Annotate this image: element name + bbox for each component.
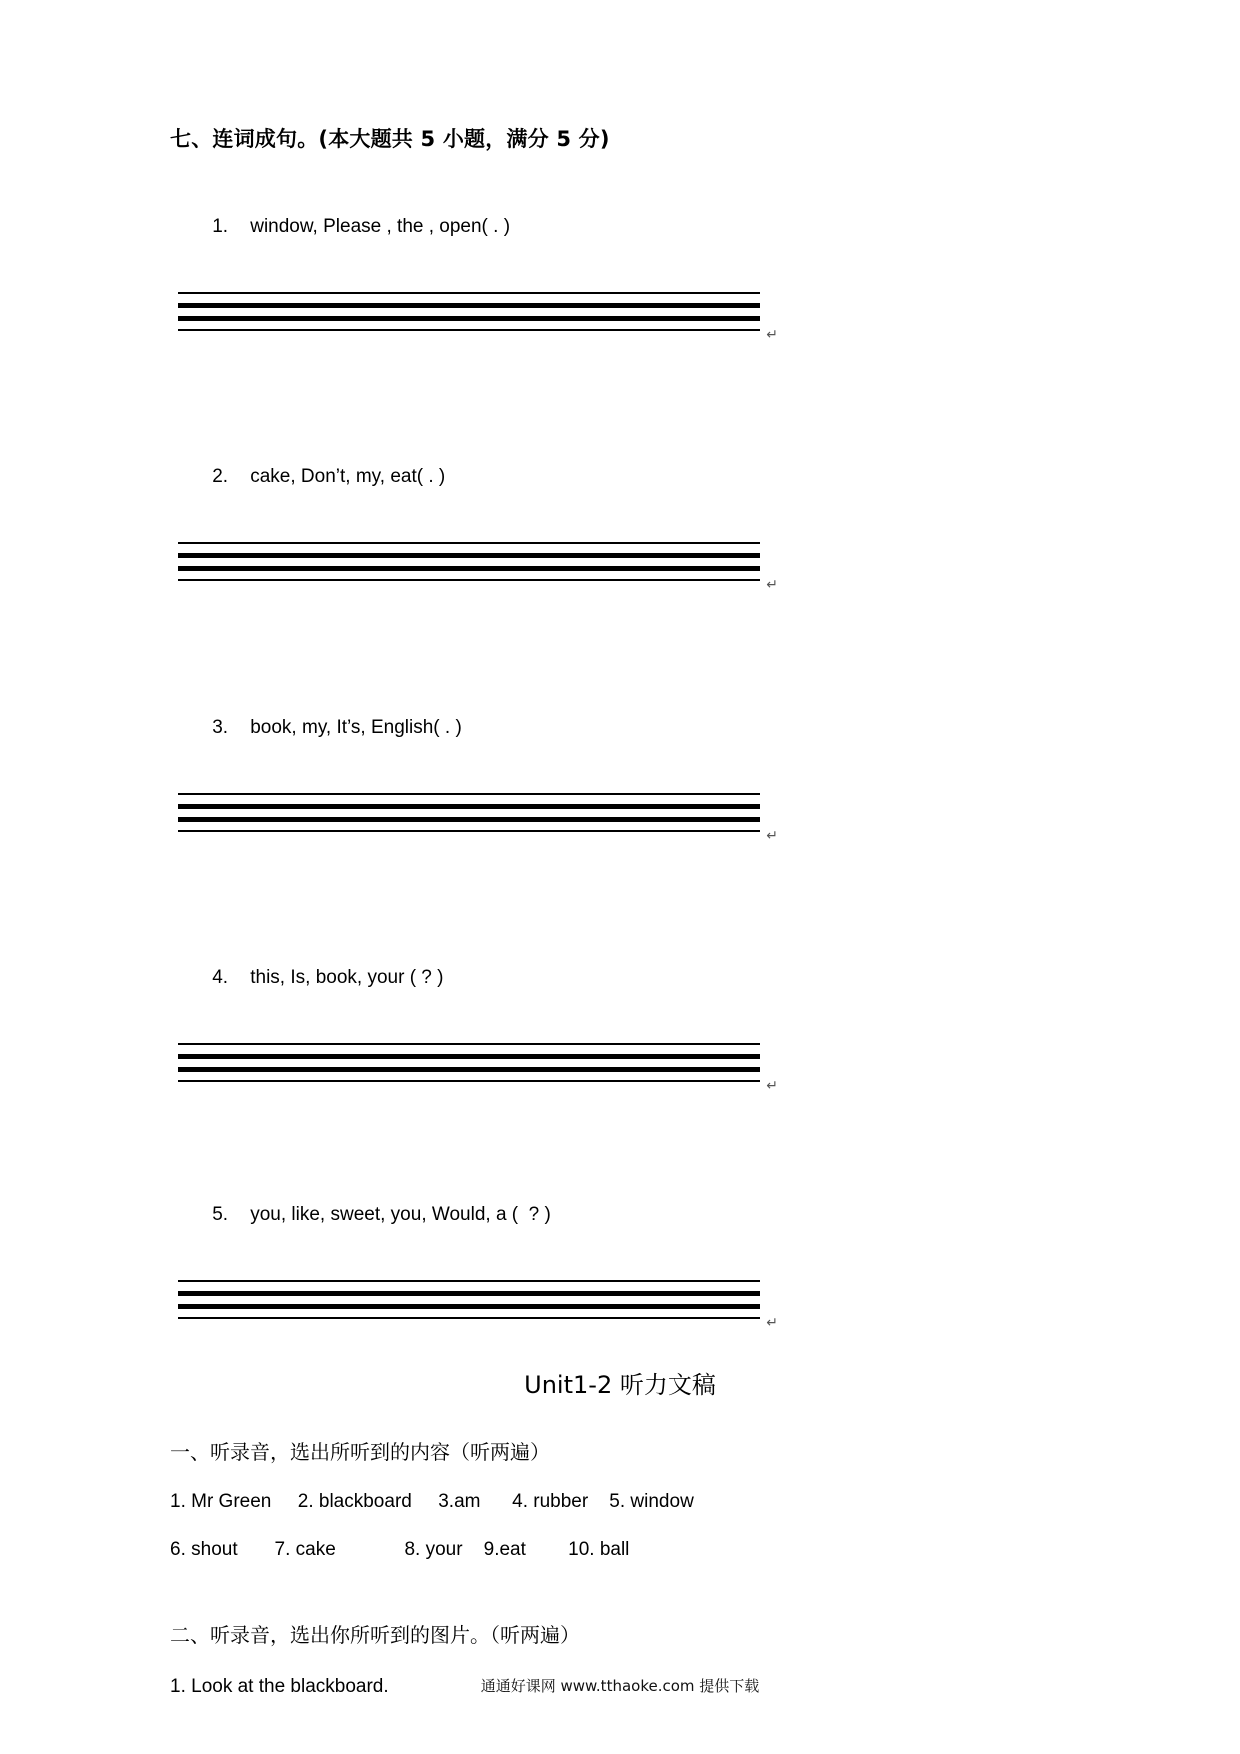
question-text: book, my, It’s, English( . ) [250, 716, 462, 738]
question-block [170, 936, 1070, 1095]
question-block [170, 685, 1070, 844]
rule-line-thick [178, 817, 760, 822]
answer-rule-lines[interactable] [178, 292, 778, 343]
paragraph-mark-icon: ↵ [766, 1314, 778, 1331]
page-footer: 通通好课网 www.tthaoke.com 提供下载 [480, 1677, 760, 1695]
rule-line [178, 1317, 760, 1319]
section-heading [170, 125, 1070, 154]
rule-line [178, 830, 760, 832]
listening-part-one-heading: 一、听录音，选出所听到的内容（听两遍） [170, 1439, 550, 1464]
rule-line [178, 1080, 760, 1082]
spacer [170, 581, 1070, 655]
rule-line-thick [178, 303, 760, 308]
rule-line-thick [178, 1291, 760, 1296]
question-text: window, Please , the , open( . ) [250, 215, 511, 237]
rule-line-thick [178, 316, 760, 321]
rule-line [178, 329, 760, 331]
paragraph-mark-icon: ↵ [766, 577, 778, 594]
rule-line [178, 793, 760, 795]
rule-line-thick [178, 553, 760, 558]
question-text: you, like, sweet, you, Would, a ( ? ) [250, 1203, 551, 1225]
question-number: 5. [212, 1203, 229, 1225]
answer-rule-lines[interactable] [178, 1043, 778, 1095]
question-number: 3. [212, 716, 229, 738]
question-line [170, 685, 1070, 771]
question-line [170, 1172, 1070, 1258]
question-line [170, 435, 1070, 521]
spacer [170, 331, 1070, 405]
question-block [170, 435, 1070, 594]
question-text: this, Is, book, your ( ? ) [250, 967, 444, 989]
document-content [170, 125, 1070, 1698]
rule-line [178, 579, 760, 581]
question-number: 2. [212, 466, 229, 488]
listening-part-two-item-1: 1. Look at the blackboard. [170, 1675, 389, 1697]
answer-rule-lines[interactable] [178, 542, 778, 594]
paragraph-mark-icon: ↵ [766, 827, 778, 844]
question-number: 1. [212, 215, 229, 237]
spacer [170, 832, 1070, 906]
spacer [170, 1082, 1070, 1142]
question-line [170, 184, 1070, 270]
question-line [170, 936, 1070, 1022]
answer-rule-lines[interactable] [178, 1280, 778, 1331]
question-number: 4. [212, 967, 229, 989]
listening-part-one-row-2: 6. shout 7. cake 8. your 9.eat 10. ball [170, 1538, 630, 1560]
rule-line-thick [178, 1054, 760, 1059]
question-block [170, 1172, 1070, 1331]
paragraph-mark-icon: ↵ [766, 1078, 778, 1095]
rule-line [178, 292, 760, 294]
rule-line [178, 1280, 760, 1282]
listening-script-title: Unit1-2 听力文稿 [524, 1370, 716, 1399]
section-heading-title: 七、连词成句。 [170, 127, 319, 151]
question-text: cake, Don’t, my, eat( . ) [250, 466, 446, 488]
listening-part-one-row-1: 1. Mr Green 2. blackboard 3.am 4. rubber 5. window [170, 1490, 694, 1512]
rule-line-thick [178, 566, 760, 571]
paragraph-mark-icon: ↵ [766, 326, 778, 343]
listening-part-two-heading: 二、听录音，选出你所听到的图片。（听两遍） [170, 1622, 580, 1647]
rule-line [178, 1043, 760, 1045]
question-block [170, 184, 1070, 343]
answer-rule-lines[interactable] [178, 793, 778, 844]
rule-line-thick [178, 1304, 760, 1309]
rule-line-thick [178, 804, 760, 809]
rule-line-thick [178, 1067, 760, 1072]
rule-line [178, 542, 760, 544]
section-heading-meta: (本大题共 5 小题，满分 5 分) [318, 127, 610, 151]
